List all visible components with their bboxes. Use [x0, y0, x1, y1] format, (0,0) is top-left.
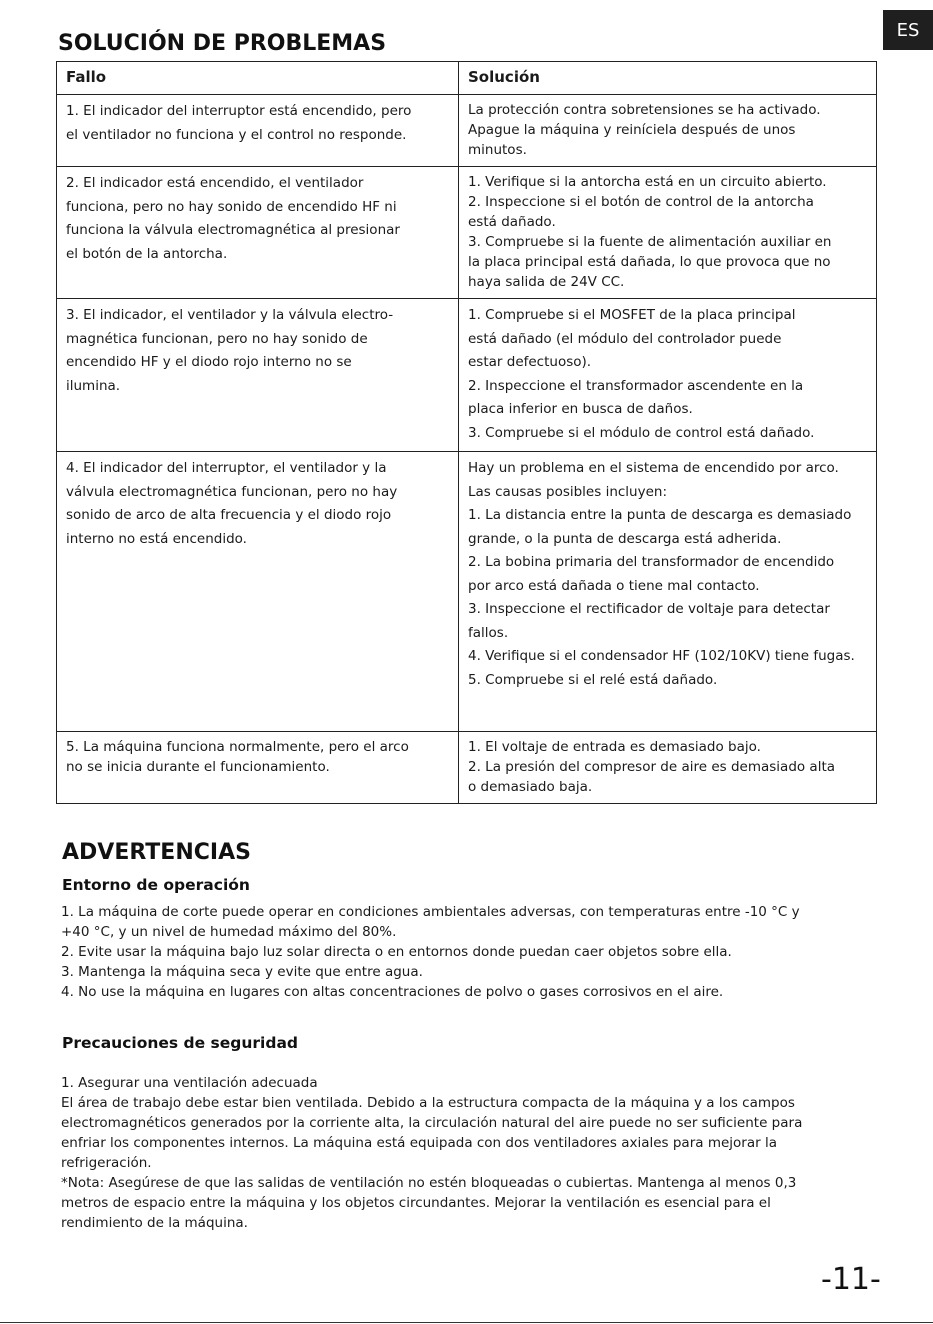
text-line: metros de espacio entre la máquina y los objetos circundantes. Mejorar la ventilación es esencial para el	[61, 1195, 771, 1211]
list-item: 1. La máquina de corte puede operar en condiciones ambientales adversas, con temperaturas entre -10 °C y	[61, 904, 800, 920]
table-row	[57, 452, 877, 732]
fault-cell	[57, 299, 459, 452]
text-line: 1. Asegurar una ventilación adecuada	[61, 1075, 318, 1091]
text-line: 4. Verifique si el condensador HF (102/10KV) tiene fugas.	[468, 648, 855, 664]
environment-list	[61, 902, 881, 1002]
text-line: grande, o la punta de descarga está adherida.	[468, 530, 782, 547]
list-item: 3. Mantenga la máquina seca y evite que entre agua.	[61, 964, 423, 980]
text-line: está dañado.	[468, 214, 556, 230]
fault-cell	[57, 167, 459, 299]
text-line: minutos.	[468, 142, 527, 158]
text-line: 1. El voltaje de entrada es demasiado bajo.	[468, 739, 761, 755]
solution-column-header: Solución	[459, 62, 877, 95]
text-line: 1. Verifique si la antorcha está en un circuito abierto.	[468, 174, 827, 190]
solution-cell	[459, 299, 877, 452]
text-line: el botón de la antorcha.	[66, 245, 228, 262]
text-line: refrigeración.	[61, 1155, 152, 1171]
text-line: 1. La distancia entre la punta de descarga es demasiado	[468, 507, 852, 523]
table-row	[57, 95, 877, 167]
text-line: por arco está dañada o tiene mal contacto.	[468, 577, 760, 594]
list-item: 2. Evite usar la máquina bajo luz solar directa o en entornos donde puedan caer objetos sobre ella.	[61, 944, 732, 960]
text-line: 4. El indicador del interruptor, el ventilador y la	[66, 460, 387, 476]
text-line: 1. Compruebe si el MOSFET de la placa principal	[468, 307, 796, 323]
list-item: +40 °C, y un nivel de humedad máximo del 80%.	[61, 924, 397, 940]
text-line: La protección contra sobretensiones se ha activado.	[468, 102, 821, 118]
footer-divider	[0, 1322, 933, 1323]
text-line: 2. La bobina primaria del transformador de encendido	[468, 554, 835, 570]
text-line: magnética funcionan, pero no hay sonido de	[66, 330, 368, 347]
troubleshooting-table	[56, 61, 877, 804]
text-line: 3. Compruebe si la fuente de alimentación auxiliar en	[468, 234, 832, 250]
page-number: -11-	[821, 1262, 881, 1297]
table-row	[57, 732, 877, 804]
text-line: funciona, pero no hay sonido de encendido HF ni	[66, 198, 397, 215]
text-line: está dañado (el módulo del controlador puede	[468, 330, 782, 347]
text-line: o demasiado baja.	[468, 779, 593, 795]
text-line: *Nota: Asegúrese de que las salidas de ventilación no estén bloqueadas o cubiertas. Mantenga al menos 0,3	[61, 1175, 797, 1191]
text-line: electromagnéticos generados por la corriente alta, la circulación natural del aire puede no ser suficiente para	[61, 1115, 803, 1131]
text-line: 2. Inspeccione si el botón de control de la antorcha	[468, 194, 814, 210]
text-line: Las causas posibles incluyen:	[468, 483, 667, 500]
text-line: 3. Inspeccione el rectificador de voltaje para detectar	[468, 601, 830, 617]
safety-heading: Precauciones de seguridad	[62, 1034, 298, 1052]
text-line: Apague la máquina y reiníciela después de unos	[468, 122, 796, 138]
solution-cell	[459, 452, 877, 732]
solution-cell	[459, 167, 877, 299]
text-line: 3. El indicador, el ventilador y la válvula electro-	[66, 307, 394, 323]
text-line: estar defectuoso).	[468, 354, 592, 370]
text-line: 5. La máquina funciona normalmente, pero el arco	[66, 739, 409, 755]
text-line: encendido HF y el diodo rojo interno no se	[66, 354, 352, 370]
warnings-title: ADVERTENCIAS	[62, 840, 251, 865]
text-line: 2. Inspeccione el transformador ascendente en la	[468, 377, 804, 394]
solution-cell	[459, 732, 877, 804]
table-row	[57, 167, 877, 299]
text-line: no se inicia durante el funcionamiento.	[66, 759, 330, 775]
solution-cell	[459, 95, 877, 167]
troubleshooting-title: SOLUCIÓN DE PROBLEMAS	[58, 31, 387, 56]
safety-paragraph	[61, 1073, 881, 1233]
environment-heading: Entorno de operación	[62, 876, 250, 894]
text-line: interno no está encendido.	[66, 530, 247, 547]
text-line: 2. El indicador está encendido, el ventilador	[66, 175, 364, 191]
text-line: válvula electromagnética funcionan, pero no hay	[66, 483, 398, 500]
text-line: haya salida de 24V CC.	[468, 274, 625, 290]
text-line: 1. El indicador del interruptor está encendido, pero	[66, 103, 412, 119]
language-tab: ES	[883, 10, 933, 50]
text-line: placa inferior en busca de daños.	[468, 401, 693, 417]
table-row	[57, 299, 877, 452]
text-line: el ventilador no funciona y el control no responde.	[66, 126, 407, 143]
fault-cell	[57, 732, 459, 804]
text-line: enfriar los componentes internos. La máquina está equipada con dos ventiladores axiales para mejorar la	[61, 1135, 777, 1151]
text-line: 3. Compruebe si el módulo de control está dañado.	[468, 424, 815, 441]
fault-cell	[57, 95, 459, 167]
text-line: Hay un problema en el sistema de encendido por arco.	[468, 460, 839, 476]
text-line: rendimiento de la máquina.	[61, 1215, 248, 1231]
text-line: fallos.	[468, 624, 509, 641]
list-item: 4. No use la máquina en lugares con altas concentraciones de polvo o gases corrosivos en el aire.	[61, 984, 724, 1000]
text-line: ilumina.	[66, 377, 121, 394]
table-header-row	[57, 62, 877, 95]
fault-cell	[57, 452, 459, 732]
text-line: 5. Compruebe si el relé está dañado.	[468, 671, 718, 688]
text-line: funciona la válvula electromagnética al presionar	[66, 222, 400, 238]
text-line: la placa principal está dañada, lo que provoca que no	[468, 254, 831, 270]
fault-column-header: Fallo	[57, 62, 459, 95]
text-line: El área de trabajo debe estar bien ventilada. Debido a la estructura compacta de la máquina y a los campos	[61, 1095, 795, 1111]
text-line: 2. La presión del compresor de aire es demasiado alta	[468, 759, 836, 775]
text-line: sonido de arco de alta frecuencia y el diodo rojo	[66, 507, 392, 523]
